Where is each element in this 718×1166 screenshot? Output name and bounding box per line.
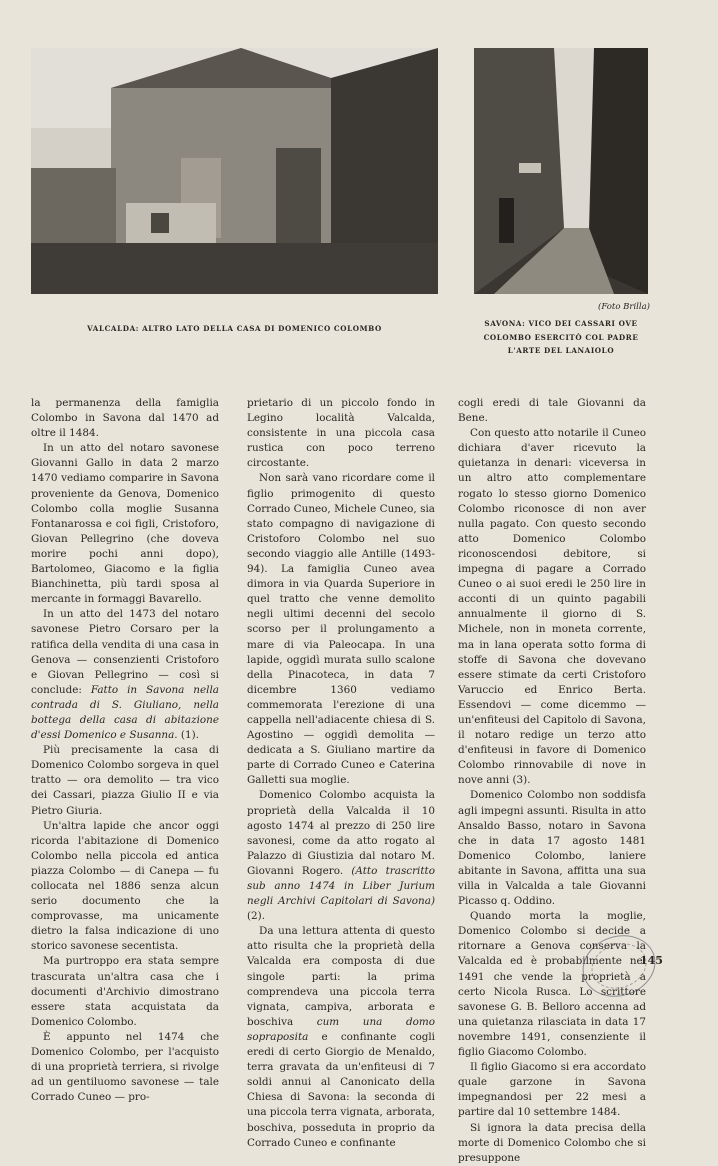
- paragraph: Ma purtroppo era stata sempre trascurata un'altra casa che i documenti d'Archivio dimostrano essere stata acquistata da Domenico Colombo.: [31, 955, 219, 1028]
- caption-right: SAVONA: VICO DEI CASSARI OVE COLOMBO ESERCITÒ COL PADRE L'ARTE DEL LANAIOLO: [483, 319, 639, 355]
- paragraph: In un atto del 1473 del notaro savonese Pietro Corsaro per la ratifica della vendita di una casa in Genova — consenzienti Cristoforo e Giovan Pellegrino — così si conclude: Fatto in Savona nella contrada di S. Giuliano, nella bottega della casa di abitazione d'essi Domenico e Susanna. (1).: [31, 608, 219, 742]
- paragraph: prietario di un piccolo fondo in Legino località Valcalda, consistente in una piccola casa rustica con poco terreno circostante.: [247, 397, 435, 470]
- paragraph: È appunto nel 1474 che Domenico Colombo, per l'acquisto di una proprietà terriera, si rivolge ad un gentiluomo savonese — tale Corrado Cuneo — pro-: [31, 1030, 219, 1104]
- paragraph: Da una lettura attenta di questo atto risulta che la proprietà della Valcalda era composta di due singole parti: la prima comprendeva una piccola terra vignata, campiva, arborata e boschiva cum una domo sopraposita e confinante cogli eredi di certo Giorgio de Menaldo, terra gravata da un'enfiteusi di 7 soldi annui al Canonicato della Chiesa di Savona: la seconda di una piccola terra vignata, arborata, boschiva, posseduta in proprio da Corrado Cuneo e confinante: [247, 925, 435, 1149]
- paragraph: Il figlio Giacomo si era accordato quale garzone in Savona impegnandosi per 22 mesi a partire dal 10 settembre 1484.: [458, 1061, 646, 1119]
- paragraph: Domenico Colombo acquista la proprietà della Valcalda il 10 agosto 1474 al prezzo di 250 lire savonesi, come da atto rogato al Palazzo di Giustizia dal notaro M. Giovanni Rogero. (Atto trascritto sub anno 1474 in Liber Jurium negli Archivi Capitolari di Savona) (2).: [247, 789, 435, 923]
- page-number: 145: [640, 954, 663, 967]
- caption-left: VALCALDA: ALTRO LATO DELLA CASA DI DOMENICO COLOMBO: [87, 324, 382, 333]
- photo-valcalda-house: [31, 48, 438, 294]
- paragraph: Non sarà vano ricordare come il figlio primogenito di questo Corrado Cuneo, Michele Cuneo, sia stato compagno di navigazione di Cristoforo Colombo nel suo secondo viaggio alle Antille (1493-94). La famiglia Cuneo avea dimora in via Quarda Superiore in quel tratto che venne demolito negli ultimi decenni del secolo scorso per il prolungamento a mare di via Paleocapa. In una lapide, oggidì murata sullo scalone della Pinacoteca, in data 7 dicembre 1360 vediamo commemorata l'erezione di una cappella nell'adiacente chiesa di S. Agostino — oggidì demolita — dedicata a S. Giuliano martire da parte di Corrado Cuneo e Caterina Galletti sua moglie.: [247, 472, 435, 787]
- photo-vico-cassari: [474, 48, 648, 294]
- paragraph: Si ignora la data precisa della morte di Domenico Colombo che si presuppone: [458, 1121, 646, 1164]
- paragraph: Un'altra lapide che ancor oggi ricorda l'abitazione di Domenico Colombo nella piccola ed antica piazza Colombo — di Canepa — fu collocata nel 1886 senza alcun serio documento che la comprovasse, ma unicamente dietro la falsa indicazione di uno storico savonese secentista.: [31, 819, 219, 953]
- paragraph: Più precisamente la casa di Domenico Colombo sorgeva in quel tratto — ora demolito — tra vico dei Cassari, piazza Giulio II e via Pietro Giuria.: [31, 744, 219, 817]
- text-column-2: [247, 396, 435, 1151]
- paragraph: Domenico Colombo non soddisfa agli impegni assunti. Risulta in atto Ansaldo Basso, notaro in Savona che in data 17 agosto 1481 Domenico Colombo, laniere abitante in Savona, affitta una sua villa in Valcalda a tale Giovanni Picasso q. Oddino.: [458, 789, 646, 908]
- text-column-1: [31, 396, 219, 1105]
- paragraph: In un atto del notaro savonese Giovanni Gallo in data 2 marzo 1470 vediamo comparire in Savona proveniente da Genova, Domenico Colombo colla moglie Susanna Fontanarossa e coi figli, Cristoforo, Giovan Pellegrino (che doveva morire pochi anni dopo), Bartolomeo, Giacomo e la figlia Bianchinetta, più tardi sposa al mercante in formaggi Bavarello.: [31, 442, 219, 606]
- photo-credit: (Foto Brilla): [598, 302, 650, 312]
- paragraph: la permanenza della famiglia Colombo in Savona dal 1470 ad oltre il 1484.: [31, 397, 219, 440]
- paragraph: Con questo atto notarile il Cuneo dichiara d'aver ricevuto la quietanza in denari: viceversa in un altro atto complementare rogato lo stesso giorno Domenico Colombo riconosce di non aver nulla pagato. Con questo secondo atto Domenico Colombo riconoscendosi debitore, si impegna di pagare a Corrado Cuneo o ai suoi eredi le 250 lire in acconti di un quinto pagabili annualmente il giorno di S. Michele, non in moneta corrente, ma in lana operata sotto forma di stoffe di Savona che dovevano essere stimate da certi Cristoforo Varuccio ed Enrico Berta. Essendovi — come dicemmo — un'enfiteusi del Capitolo di Savona, il notaro redige un terzo atto d'enfiteusi in favore di Domenico Colombo rinnovabile di nove in nove anni (3).: [458, 427, 646, 787]
- paragraph: Quando morta la moglie, Domenico Colombo si decide a ritornare a Genova conserva la Valcalda ed è probabilmente nel 1491 che vende la proprietà a certo Nicola Rusca. Lo scrittore savonese G. B. Belloro accenna ad una quietanza rilasciata in data 17 novembre 1491, consenziente il figlio Giacomo Colombo.: [458, 910, 646, 1059]
- paragraph: cogli eredi di tale Giovanni da Bene.: [458, 397, 646, 425]
- text-column-3: [458, 396, 646, 1166]
